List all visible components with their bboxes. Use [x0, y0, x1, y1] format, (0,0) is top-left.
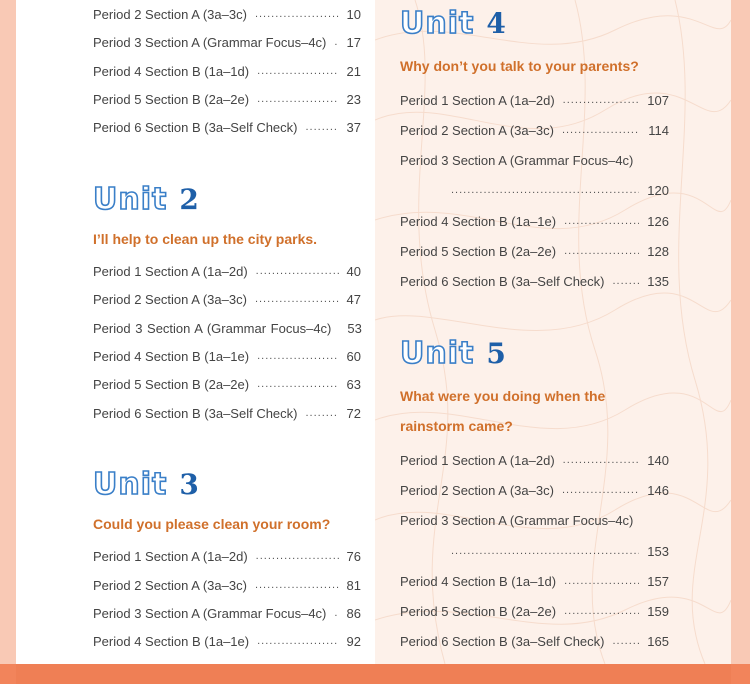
toc-entry[interactable] — [400, 451, 669, 469]
toc-entry-label: Period 2 Section A (3a–3c) — [93, 291, 247, 307]
toc-entry-label: Period 6 Section B (3a–Self Check) — [93, 405, 298, 421]
toc-entry-page: 157 — [647, 573, 669, 589]
unit4-heading — [400, 6, 506, 42]
bottom-decorative-band — [0, 664, 750, 684]
leader-dots — [257, 90, 338, 108]
toc-entry-label: Period 5 Section B (2a–2e) — [93, 91, 250, 107]
toc-entry[interactable] — [400, 602, 669, 620]
unit5-title-line2: rainstorm came? — [400, 418, 513, 434]
toc-entry[interactable] — [93, 90, 361, 108]
toc-entry[interactable] — [93, 547, 361, 565]
unit3-title: Could you please clean your room? — [93, 516, 331, 532]
unit4-title: Why don’t you talk to your parents? — [400, 58, 639, 74]
toc-entry[interactable] — [400, 511, 669, 529]
toc-entry-page: 37 — [346, 119, 361, 135]
toc-entry-label: Period 2 Section A (3a–3c) — [93, 6, 247, 22]
unit2-title: I’ll help to clean up the city parks. — [93, 231, 318, 247]
leader-dots — [564, 212, 639, 230]
toc-entry-page: 81 — [346, 577, 361, 593]
toc-entry-label: Period 5 Section B (2a–2e) — [93, 376, 250, 392]
unit-word: Unit — [93, 182, 168, 217]
toc-entry-continued[interactable] — [451, 542, 669, 560]
leader-dots — [451, 542, 639, 560]
leader-dots — [564, 242, 639, 260]
toc-entry-page: 47 — [346, 291, 361, 307]
unit-number: 4 — [486, 7, 506, 40]
unit-word: Unit — [400, 336, 475, 371]
toc-entry-page: 165 — [647, 633, 669, 649]
toc-entry-label: Period 2 Section A (3a–3c) — [400, 482, 554, 498]
toc-entry-page: 17 — [346, 34, 361, 50]
toc-entry-label: Period 3 Section A (Grammar Focus–4c) — [93, 34, 327, 50]
toc-entry-label: Period 5 Section B (2a–2e) — [400, 243, 557, 259]
toc-entry-label: Period 6 Section B (3a–Self Check) — [400, 633, 605, 649]
unit-word: Unit — [93, 467, 168, 502]
leader-dots — [255, 576, 339, 594]
toc-entry-page: 140 — [647, 452, 669, 468]
leader-dots — [257, 62, 338, 80]
toc-entry-label: Period 3 Section A (Grammar Focus–4c) — [400, 152, 634, 168]
toc-entry[interactable] — [93, 604, 361, 622]
toc-entry-label: Period 4 Section B (1a–1d) — [400, 573, 557, 589]
toc-entry-page: 128 — [647, 243, 669, 259]
toc-entry-page: 10 — [346, 6, 361, 22]
toc-entry[interactable] — [93, 262, 361, 280]
toc-entry[interactable] — [400, 242, 669, 260]
unit5-title-line1: What were you doing when the — [400, 388, 606, 404]
toc-entry[interactable] — [93, 5, 361, 23]
toc-entry[interactable] — [400, 121, 669, 139]
toc-entry-label: Period 2 Section A (3a–3c) — [400, 122, 554, 138]
unit5-heading — [400, 336, 506, 372]
toc-entry[interactable] — [400, 151, 669, 169]
toc-entry[interactable] — [93, 347, 361, 365]
toc-entry-page: 159 — [647, 603, 669, 619]
leader-dots — [257, 632, 338, 650]
toc-entry-page: 21 — [346, 63, 361, 79]
contents-page — [16, 0, 731, 664]
toc-entry-label: Period 3 Section A (Grammar Focus–4c) — [93, 320, 332, 336]
toc-entry-label: Period 2 Section A (3a–3c) — [93, 577, 247, 593]
toc-entry-label: Period 1 Section A (1a–2d) — [400, 452, 555, 468]
toc-entry-label: Period 5 Section B (2a–2e) — [400, 603, 557, 619]
toc-entry-label: Period 3 Section A (Grammar Focus–4c) — [93, 605, 327, 621]
toc-entry[interactable] — [93, 404, 361, 422]
toc-entry-label: Period 1 Section A (1a–2d) — [400, 92, 555, 108]
unit-number: 5 — [486, 337, 506, 370]
toc-entry-label: Period 4 Section B (1a–1e) — [93, 348, 250, 364]
toc-entry[interactable] — [400, 91, 669, 109]
toc-entry-label: Period 4 Section B (1a–1e) — [400, 213, 557, 229]
toc-entry[interactable] — [400, 272, 669, 290]
unit-number: 3 — [179, 468, 199, 501]
toc-entry[interactable] — [400, 572, 669, 590]
leader-dots — [334, 604, 338, 622]
unit-number: 2 — [179, 183, 199, 216]
toc-entry-label: Period 1 Section A (1a–2d) — [93, 263, 248, 279]
toc-entry-label: Period 6 Section B (3a–Self Check) — [400, 273, 605, 289]
toc-entry-page: 146 — [647, 482, 669, 498]
toc-entry-page: 92 — [346, 633, 361, 649]
toc-entry[interactable] — [93, 290, 361, 308]
toc-entry-page: 76 — [346, 548, 361, 564]
toc-entry[interactable] — [93, 632, 361, 650]
leader-dots — [564, 602, 639, 620]
toc-entry-label: Period 4 Section B (1a–1d) — [93, 63, 250, 79]
leader-dots — [306, 404, 339, 422]
leader-dots — [451, 181, 639, 199]
toc-entry-continued[interactable] — [451, 181, 669, 199]
toc-entry-label: Period 1 Section A (1a–2d) — [93, 548, 248, 564]
leader-dots — [562, 481, 639, 499]
toc-entry[interactable] — [93, 62, 361, 80]
leader-dots — [564, 572, 639, 590]
toc-entry-page: 23 — [346, 91, 361, 107]
leader-dots — [563, 451, 640, 469]
leader-dots — [306, 118, 339, 136]
leader-dots — [563, 91, 640, 109]
toc-entry[interactable] — [400, 212, 669, 230]
unit-word: Unit — [400, 6, 475, 41]
leader-dots — [613, 272, 640, 290]
toc-entry-page: 60 — [346, 348, 361, 364]
unit3-heading — [93, 467, 199, 503]
toc-entry-label: Period 4 Section B (1a–1e) — [93, 633, 250, 649]
toc-entry[interactable] — [400, 481, 669, 499]
toc-entry-page: 86 — [346, 605, 361, 621]
toc-entry[interactable] — [400, 632, 669, 650]
toc-entry[interactable] — [93, 33, 361, 51]
leader-dots — [255, 290, 339, 308]
toc-entry-label: Period 6 Section B (3a–Self Check) — [93, 119, 298, 135]
toc-entry-page: 72 — [346, 405, 361, 421]
toc-entry-page: 120 — [647, 182, 669, 198]
toc-entry-label: Period 3 Section A (Grammar Focus–4c) — [400, 512, 634, 528]
leader-dots — [257, 375, 338, 393]
toc-entry[interactable] — [93, 319, 361, 337]
unit2-heading — [93, 182, 199, 218]
leader-dots — [257, 347, 338, 365]
toc-entry-page: 53 — [347, 320, 362, 336]
toc-entry-page: 114 — [648, 122, 669, 138]
leader-dots — [613, 632, 640, 650]
toc-entry[interactable] — [93, 576, 361, 594]
toc-entry-page: 135 — [647, 273, 669, 289]
toc-entry-page: 40 — [346, 263, 361, 279]
leader-dots — [334, 33, 338, 51]
toc-entry-page: 107 — [647, 92, 669, 108]
leader-dots — [562, 121, 640, 139]
leader-dots — [256, 262, 339, 280]
toc-entry[interactable] — [93, 118, 361, 136]
toc-entry-page: 126 — [647, 213, 669, 229]
toc-entry-page: 153 — [647, 543, 669, 559]
toc-entry[interactable] — [93, 375, 361, 393]
leader-dots — [255, 5, 339, 23]
leader-dots — [256, 547, 339, 565]
toc-entry-page: 63 — [346, 376, 361, 392]
